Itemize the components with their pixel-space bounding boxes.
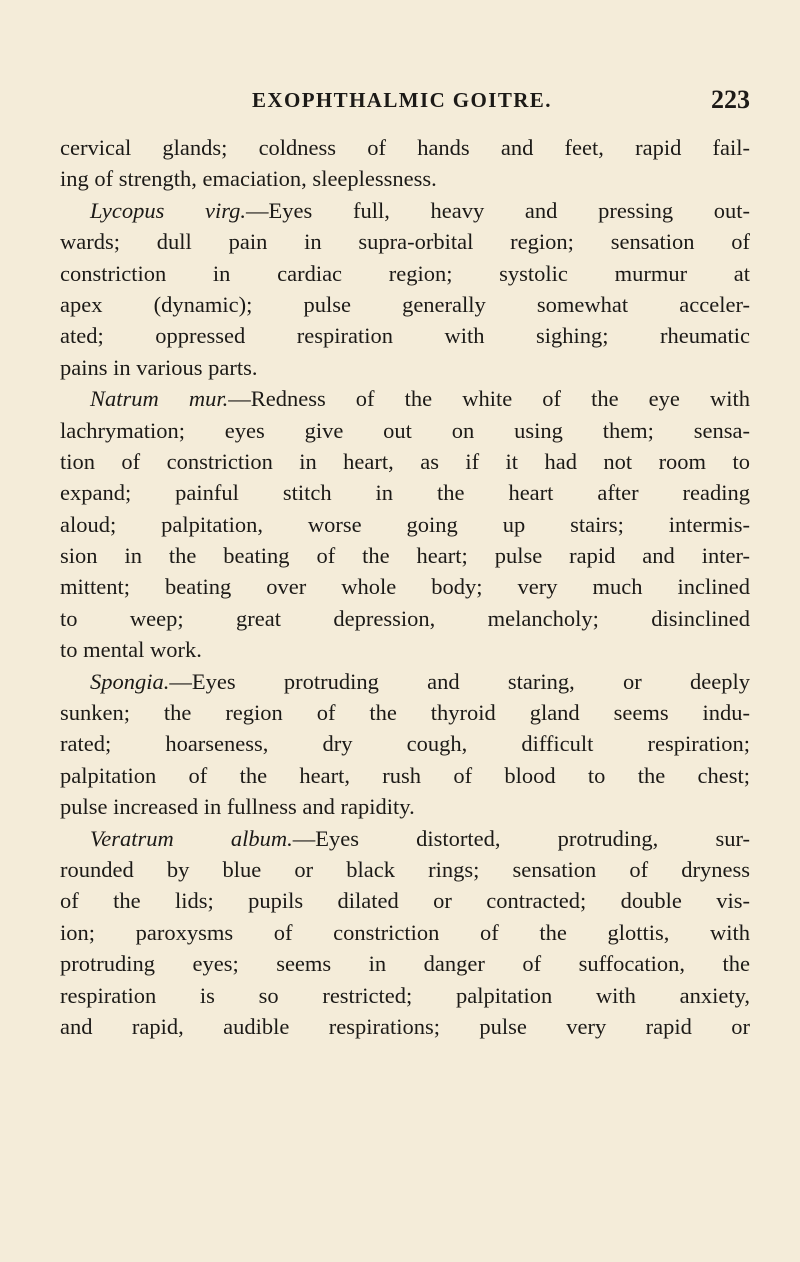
remedy-name: Lycopus virg. xyxy=(90,197,247,223)
page-number: 223 xyxy=(711,85,750,114)
text-line: pains in various parts. xyxy=(60,354,258,380)
text-line: of the lids; pupils dilated or contracted; double vis- xyxy=(60,888,750,914)
text-line: lachrymation; eyes give out on using them; sensa- xyxy=(60,417,750,443)
text-line: rated; hoarseness, dry cough, difficult respiration; xyxy=(60,731,750,757)
text-line: aloud; palpitation, worse going up stairs; intermis- xyxy=(60,511,750,537)
text-line: ion; paroxysms of constriction of the glottis, with xyxy=(60,919,750,945)
text-line: rounded by blue or black rings; sensation of dryness xyxy=(60,856,750,882)
remedy-name: Natrum mur. xyxy=(90,386,229,412)
text-line: apex (dynamic); pulse generally somewhat acceler- xyxy=(60,291,750,317)
text-line: pulse increased in fullness and rapidity. xyxy=(60,794,415,820)
text-line: ing of strength, emaciation, sleeplessness. xyxy=(60,166,437,192)
text-segment: —Eyes distorted, protruding, sur- xyxy=(292,825,750,851)
text-line: to mental work. xyxy=(60,637,202,663)
text-line: respiration is so restricted; palpitation with anxiety, xyxy=(60,982,750,1008)
running-head xyxy=(60,82,750,118)
text-line: sion in the beating of the heart; pulse rapid and inter- xyxy=(60,543,750,569)
running-title: EXOPHTHALMIC GOITRE. xyxy=(252,88,552,112)
text-line: ated; oppressed respiration with sighing; rheumatic xyxy=(60,323,750,349)
text-segment: —Eyes protruding and staring, or deeply xyxy=(169,668,750,694)
remedy-name: Veratrum album. xyxy=(90,825,293,851)
text-line: wards; dull pain in supra-orbital region; sensation of xyxy=(60,229,750,255)
text-line: sunken; the region of the thyroid gland seems indu- xyxy=(60,700,750,726)
text-line: to weep; great depression, melancholy; disinclined xyxy=(60,605,750,631)
text-line xyxy=(60,195,750,226)
text-line: mittent; beating over whole body; very much inclined xyxy=(60,574,750,600)
text-segment: —Eyes full, heavy and pressing out- xyxy=(246,197,750,223)
text-line: and rapid, audible respirations; pulse very rapid or xyxy=(60,1013,750,1039)
text-line xyxy=(60,666,750,697)
text-line xyxy=(60,383,750,414)
text-line: cervical glands; coldness of hands and feet, rapid fail- xyxy=(60,135,750,160)
text-line: tion of constriction in heart, as if it had not room to xyxy=(60,448,750,474)
text-segment: —Redness of the white of the eye with xyxy=(228,386,750,412)
text-line: constriction in cardiac region; systolic murmur at xyxy=(60,260,750,286)
body-text xyxy=(60,132,750,1042)
text-line: protruding eyes; seems in danger of suffocation, the xyxy=(60,951,750,977)
text-line: expand; painful stitch in the heart after reading xyxy=(60,480,750,506)
text-line: palpitation of the heart, rush of blood to the chest; xyxy=(60,762,750,788)
remedy-name: Spongia. xyxy=(90,668,170,694)
text-line xyxy=(60,823,750,854)
